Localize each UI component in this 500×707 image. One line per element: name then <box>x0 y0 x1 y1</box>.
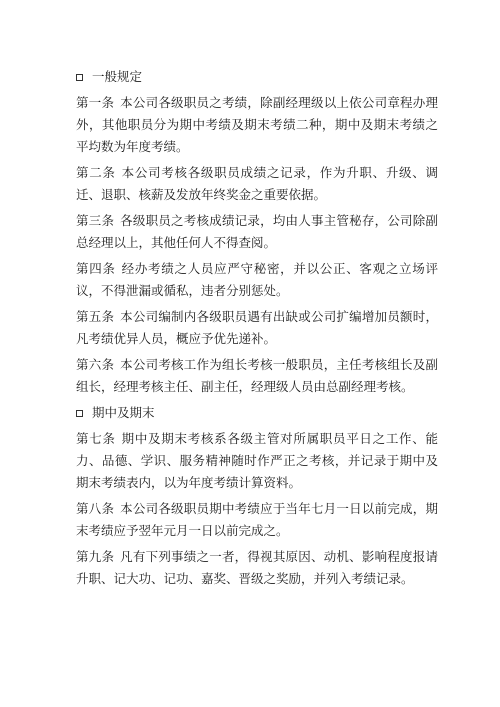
article-number: 第五条 <box>76 309 115 324</box>
article-6 <box>76 354 438 398</box>
article-1 <box>76 92 438 158</box>
article-number: 第四条 <box>76 261 116 276</box>
square-bullet-icon <box>76 74 83 81</box>
article-4 <box>76 258 438 302</box>
article-text: 期中及期末考核系各级主管对所属职员平日之工作、能力、品德、学识、服务精神随时作严正之考核，并记录于期中及期末考绩表内，以为年度考绩计算资料。 <box>76 431 438 490</box>
article-2 <box>76 162 438 206</box>
section-heading-text: 一般规定 <box>92 69 143 84</box>
article-text: 本公司各级职员期中考绩应于当年七月一日以前完成，期末考绩应予翌年元月一日以前完成之。 <box>76 501 438 538</box>
article-text: 凡有下列事绩之一者，得视其原因、动机、影响程度报请升职、记大功、记功、嘉奖、晋级之奖励，并列入考绩记录。 <box>76 549 438 586</box>
article-text: 各级职员之考核成绩记录，均由人事主管秘存，公司除副总经理以上，其他任何人不得查阅。 <box>76 213 438 250</box>
article-7 <box>76 428 438 494</box>
section-heading-midterm-final <box>76 402 438 424</box>
section-heading-text: 期中及期末 <box>92 405 155 420</box>
article-number: 第三条 <box>76 213 115 228</box>
section-heading-general <box>76 66 438 88</box>
article-number: 第一条 <box>76 95 115 110</box>
article-text: 本公司考核各级职员成绩之记录，作为升职、升级、调迁、退职、核薪及发放年终奖金之重要依据。 <box>76 165 438 202</box>
article-text: 经办考绩之人员应严守秘密，并以公正、客观之立场评议，不得泄漏或循私，违者分别惩处。 <box>76 261 438 298</box>
article-text: 本公司考核工作为组长考核一般职员，主任考核组长及副组长，经理考核主任、副主任，经理级人员由总副经理考核。 <box>76 357 438 394</box>
article-8 <box>76 498 438 542</box>
document-page <box>76 66 438 594</box>
article-number: 第六条 <box>76 357 115 372</box>
article-text: 本公司编制内各级职员遇有出缺或公司扩编增加员额时，凡考绩优异人员，概应予优先递补。 <box>76 309 438 346</box>
article-3 <box>76 210 438 254</box>
article-9 <box>76 546 438 590</box>
article-text: 本公司各级职员之考绩，除副经理级以上依公司章程办理外，其他职员分为期中考绩及期末考绩二种，期中及期末考绩之平均数为年度考绩。 <box>76 95 438 154</box>
article-number: 第九条 <box>76 549 115 564</box>
article-number: 第七条 <box>76 431 116 446</box>
article-5 <box>76 306 438 350</box>
article-number: 第八条 <box>76 501 115 516</box>
square-bullet-icon <box>76 410 83 417</box>
article-number: 第二条 <box>76 165 116 180</box>
